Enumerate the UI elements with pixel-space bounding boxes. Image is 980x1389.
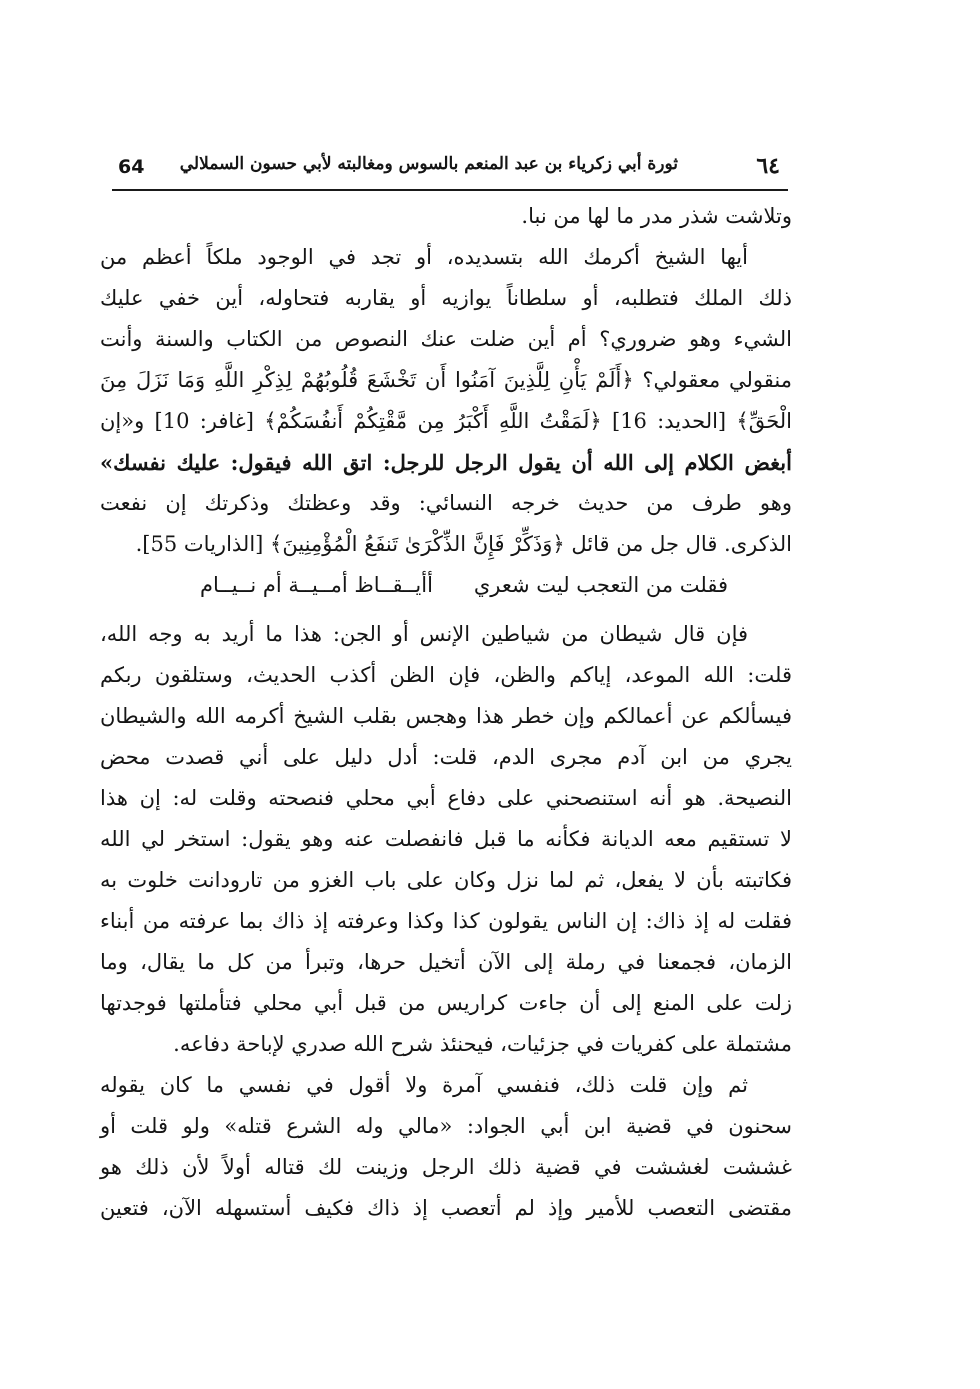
text-line: سحنون في قضية ابن أبي الجواد: «مالي وله الشرع قتله» ولو قلت أو <box>100 1114 792 1138</box>
verse-second-hemistich: أأيــقــاظ أمــيــة أم نــيــام <box>200 573 433 597</box>
text-line: وهو طرف من حديث خرجه النسائي: وقد وعظتك وذكرتك إن نفعت <box>100 491 792 515</box>
text-line: فإن قال شيطان من شياطين الإنس أو الجن: هذا ما أريد به وجه الله، <box>100 622 748 646</box>
text-line: النصيحة. هو أنه استنصحني على دفاع أبي محلي فنصحته وقلت له: إن هذا <box>100 786 792 810</box>
text-line: مشتملة على كفريات في جزئيات، فيحنئذ شرح الله صدري لإباحة دفاعه. <box>173 1032 792 1056</box>
text-line: لا تستقيم معه الديانة فكأنه ما قبل فانفصلت عنه وهو يقول: استخر لي الله <box>100 827 792 851</box>
text-line: مقتضى التعصب للأمير وإذ لم أتعصب إذ ذاك فكيف أستسهله الآن، فتعين <box>100 1196 792 1220</box>
page-header <box>112 150 788 186</box>
text-line: أيها الشيخ أكرمك الله بتسديده، أو تجد في الوجود ملكاً أعظم من <box>100 245 748 269</box>
page-body <box>100 196 792 1229</box>
quran-line: الذكرى. قال جل من قائل ﴿وَذَكِّرْ فَإِنَّ الذِّكْرَىٰ تَنفَعُ الْمُؤْمِنِينَ﴾ [الذاريات 55]. <box>135 532 792 556</box>
verse-first-hemistich: فقلت من التعجب ليت شعري <box>473 573 728 597</box>
running-title: ثورة أبي زكرياء بن عبد المنعم بالسوس ومغالبته لأبي حسون السملالي <box>179 154 678 174</box>
text-line: غششت لغششت في قضية ذلك الرجل وزينت لك قتاله أولاً لأن ذلك هو <box>100 1155 792 1179</box>
poetry-verse <box>100 565 792 606</box>
spacer <box>100 606 792 614</box>
text-line: زلت على المنع إلى أن جاءت كراريس من قبل أبي محلي فتأملتها فوجدتها <box>100 991 792 1015</box>
text-line: الشيء وهو ضروري؟ أم أين ضلت عنك النصوص من الكتاب والسنة وأنت <box>100 327 792 351</box>
page-number-arabic: ٦٤ <box>756 153 780 179</box>
page-number-latin: 64 <box>118 156 145 178</box>
hadith-line: أبغض الكلام إلى الله أن يقول الرجل للرجل: اتق الله فيقول: عليك نفسك» <box>100 450 792 475</box>
text-line: فكاتبته بأن لا يفعل، ثم لما نزل وكان على باب الغزو من تارودانت خلوت به <box>100 868 792 892</box>
text-line: وتلاشت شذر مدر ما لها من نبا. <box>521 204 792 228</box>
text-line: قلت: الله الموعد، إياكم والظن، فإن الظن أكذب الحديث، وستلقون ربكم <box>100 663 792 687</box>
text-line: الزمان، فجمعنا في رملة إلى الآن أتخيل حرها، وتبرأ من كل ما يقال، وما <box>100 950 792 974</box>
quran-line: الْحَقِّ﴾ [الحديد: 16] ﴿لَمَقْتُ اللَّهِ أَكْبَرُ مِن مَّقْتِكُمْ أَنفُسَكُمْ﴾ [غافر: 10] و«إن <box>100 409 792 433</box>
quran-line: منقولي معقولي؟ ﴿أَلَمْ يَأْنِ لِلَّذِينَ آمَنُوا أَن تَخْشَعَ قُلُوبُهُمْ لِذِكْرِ اللَّهِ وَمَا نَزَلَ مِنَ <box>100 368 792 392</box>
text-line: فقلت له إذ ذاك: إن الناس يقولون كذا وكذا وعرفته إذ ذاك بما عرفته من أبناء <box>100 909 792 933</box>
text-line: يجري من ابن آدم مجرى الدم، قلت: أدل دليل على أني قصدت محض <box>100 745 792 769</box>
header-rule <box>112 189 788 191</box>
text-line: فيسألكم عن أعمالكم وإن خطر هذا وهجس بقلب الشيخ أكرمه الله والشيطان <box>100 704 792 728</box>
text-line: ثم وإن قلت ذلك، فنفسي آمرة ولا أقول في نفسي ما كان يقوله <box>100 1073 748 1097</box>
text-line: ذلك الملك فتطلبه، أو سلطاناً يوازيه أو يقاربه فتحاوله، أين خفي عليك <box>100 286 792 310</box>
